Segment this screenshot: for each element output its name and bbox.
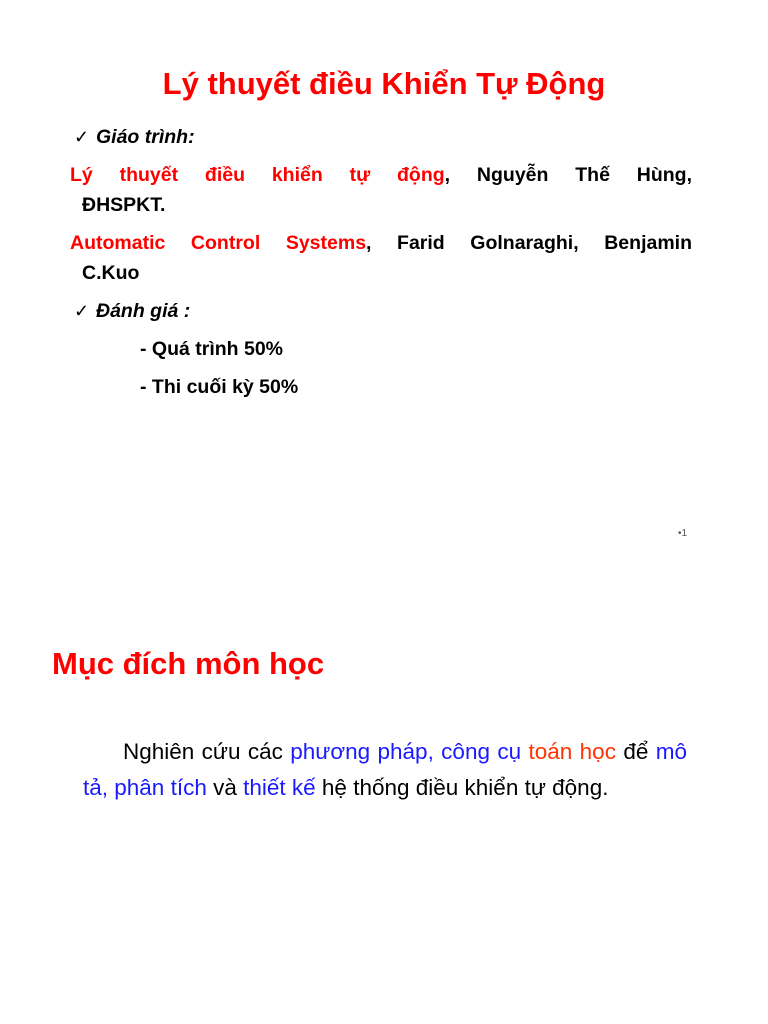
reference-1-author: , Nguyễn Thế Hùng, — [444, 164, 692, 186]
slide-title: Lý thuyết điều Khiển Tự Động — [162, 66, 606, 101]
paragraph-text: và — [206, 775, 244, 800]
check-icon: ✓ — [74, 127, 90, 147]
grading-item: - Quá trình 50% — [140, 338, 284, 360]
purpose-paragraph — [83, 734, 687, 806]
highlight-design: thiết kế — [243, 775, 316, 800]
reference-2 — [70, 228, 692, 288]
paragraph-text — [521, 739, 528, 764]
page-number: •1 — [678, 528, 688, 539]
reference-1-title: Lý thuyết điều khiển tự động — [70, 164, 445, 186]
reference-2-line-1 — [70, 228, 692, 258]
paragraph-text: hệ thống điều khiển tự động. — [315, 775, 609, 800]
syllabus-heading: Giáo trình: — [96, 126, 195, 148]
grading-bullet — [74, 296, 692, 326]
paragraph-text: Nghiên cứu các — [123, 739, 291, 764]
highlight-methods: phương pháp, công cụ — [290, 739, 522, 764]
reference-1-line-1 — [70, 160, 692, 190]
grading-item: - Thi cuối kỳ 50% — [140, 376, 299, 398]
reference-2-line-2: C.Kuo — [82, 262, 140, 284]
reference-2-author: , Farid Golnaraghi, Benjamin — [366, 232, 692, 254]
reference-2-title: Automatic Control Systems — [70, 232, 367, 254]
reference-1 — [70, 160, 692, 220]
highlight-math: toán học — [528, 739, 616, 764]
paragraph-text: để — [615, 739, 656, 764]
reference-1-line-2: ĐHSPKT. — [82, 194, 166, 216]
syllabus-bullet — [74, 122, 692, 152]
grading-heading: Đánh giá : — [96, 300, 191, 322]
slide-2 — [0, 512, 768, 1024]
highlight-describe-analyze: mô tả, phân tích — [83, 739, 687, 800]
slide-title: Mục đích môn học — [52, 646, 325, 681]
slide-body — [70, 122, 692, 402]
check-icon: ✓ — [74, 301, 90, 321]
